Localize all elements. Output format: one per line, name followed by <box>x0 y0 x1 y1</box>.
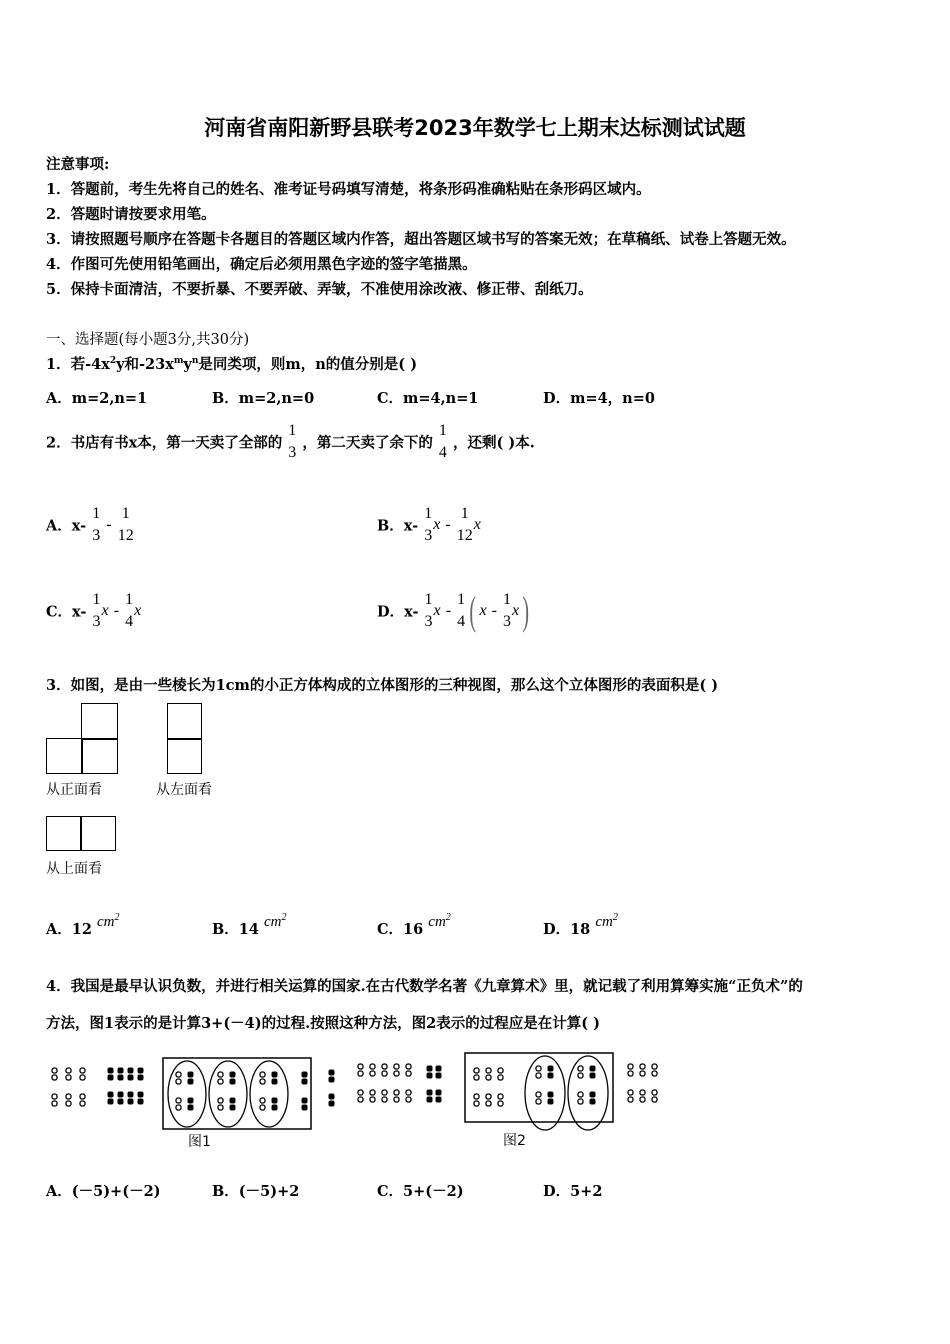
q1-option-b: B．m=2,n=0 <box>212 390 315 407</box>
figure-1-box <box>163 1058 311 1129</box>
notes-heading: 注意事项: <box>46 156 110 173</box>
q4-option-c: C．5+(－2) <box>377 1183 464 1200</box>
q3-option-c: C．16 $cm^2$ <box>377 912 451 938</box>
q2-option-a: A．x- 1 3 - 1 12 <box>46 505 134 544</box>
fraction: 1 4 <box>438 422 447 461</box>
q2-option-b: B．x- 1 3 x - 1 12 x <box>377 505 481 544</box>
q1-option-a: A．m=2,n=1 <box>46 390 148 407</box>
note-item: 2．答题时请按要求用笔。 <box>46 206 216 223</box>
q3-option-b: B．14 $cm^2$ <box>212 912 287 938</box>
q4-option-b: B．(－5)+2 <box>212 1183 300 1200</box>
note-item: 4．作图可先使用铅笔画出，确定后必须用黑色字迹的签字笔描黑。 <box>46 256 477 273</box>
q2-option-d: D．x- 1 3 x - 1 4 ( x - 1 3 x) <box>377 588 530 633</box>
figure-2-caption: 图2 <box>503 1133 526 1149</box>
question-4-line-1: 4．我国是最早认识负数，并进行相关运算的国家.在古代数学名著《九章算术》里，就记载了利用算筹实施“正负术”的 <box>46 978 803 995</box>
note-item: 5．保持卡面清洁，不要折暴、不要弄破、弄皱，不准使用涂改液、修正带、刮纸刀。 <box>46 281 593 298</box>
top-view-caption: 从上面看 <box>46 861 102 877</box>
figure-1-caption: 图1 <box>188 1134 211 1150</box>
q4-option-d: D．5+2 <box>543 1183 603 1200</box>
counting-rods-figure <box>40 1048 680 1153</box>
q1-option-d: D．m=4，n=0 <box>543 390 655 407</box>
figure-2-left-black-rods <box>427 1066 441 1102</box>
q4-option-a: A．(－5)+(－2) <box>46 1183 161 1200</box>
question-1: 1．若$-4x^2y$和$-23x^my^n$是同类项，则m，n的值分别是( ) <box>46 356 418 373</box>
question-3: 3．如图，是由一些棱长为1cm的小正方体构成的立体图形的三种视图，那么这个立体图形的表面积是( ) <box>46 677 719 694</box>
q3-option-a: A．12 $cm^2$ <box>46 912 120 938</box>
section-heading: 一、选择题(每小题3分,共30分) <box>46 332 250 348</box>
fraction: 1 3 <box>288 422 297 461</box>
left-view-caption: 从左面看 <box>156 782 212 798</box>
question-4-line-2: 方法，图1表示的是计算3+(－4)的过程.按照这种方法，图2表示的过程应是在计算( ) <box>46 1015 601 1032</box>
q2-option-c: C．x- 1 3 x - 1 4 x <box>46 591 142 630</box>
note-item: 1．答题前，考生先将自己的姓名、准考证号码填写清楚，将条形码准确粘贴在条形码区域内。 <box>46 181 651 198</box>
figure-1-left-white-rods <box>52 1068 85 1106</box>
q1-option-c: C．m=4,n=1 <box>377 390 479 407</box>
front-view-caption: 从正面看 <box>46 782 102 798</box>
figure-2-box <box>465 1053 613 1122</box>
figure-2-left-white-rods <box>358 1064 411 1102</box>
note-item: 3．请按照题号顺序在答题卡各题目的答题区域内作答，超出答题区域书写的答案无效；在草稿纸、试卷上答题无效。 <box>46 231 796 248</box>
q3-option-d: D．18 $cm^2$ <box>543 912 618 938</box>
figure-1-left-black-rods <box>108 1068 143 1104</box>
question-2: 2．书店有书x本，第一天卖了全部的 1 3 ，第二天卖了余下的 1 4 ，还剩( )本. <box>46 420 535 464</box>
page-title: 河南省南阳新野县联考2023年数学七上期末达标测试试题 <box>204 116 746 140</box>
